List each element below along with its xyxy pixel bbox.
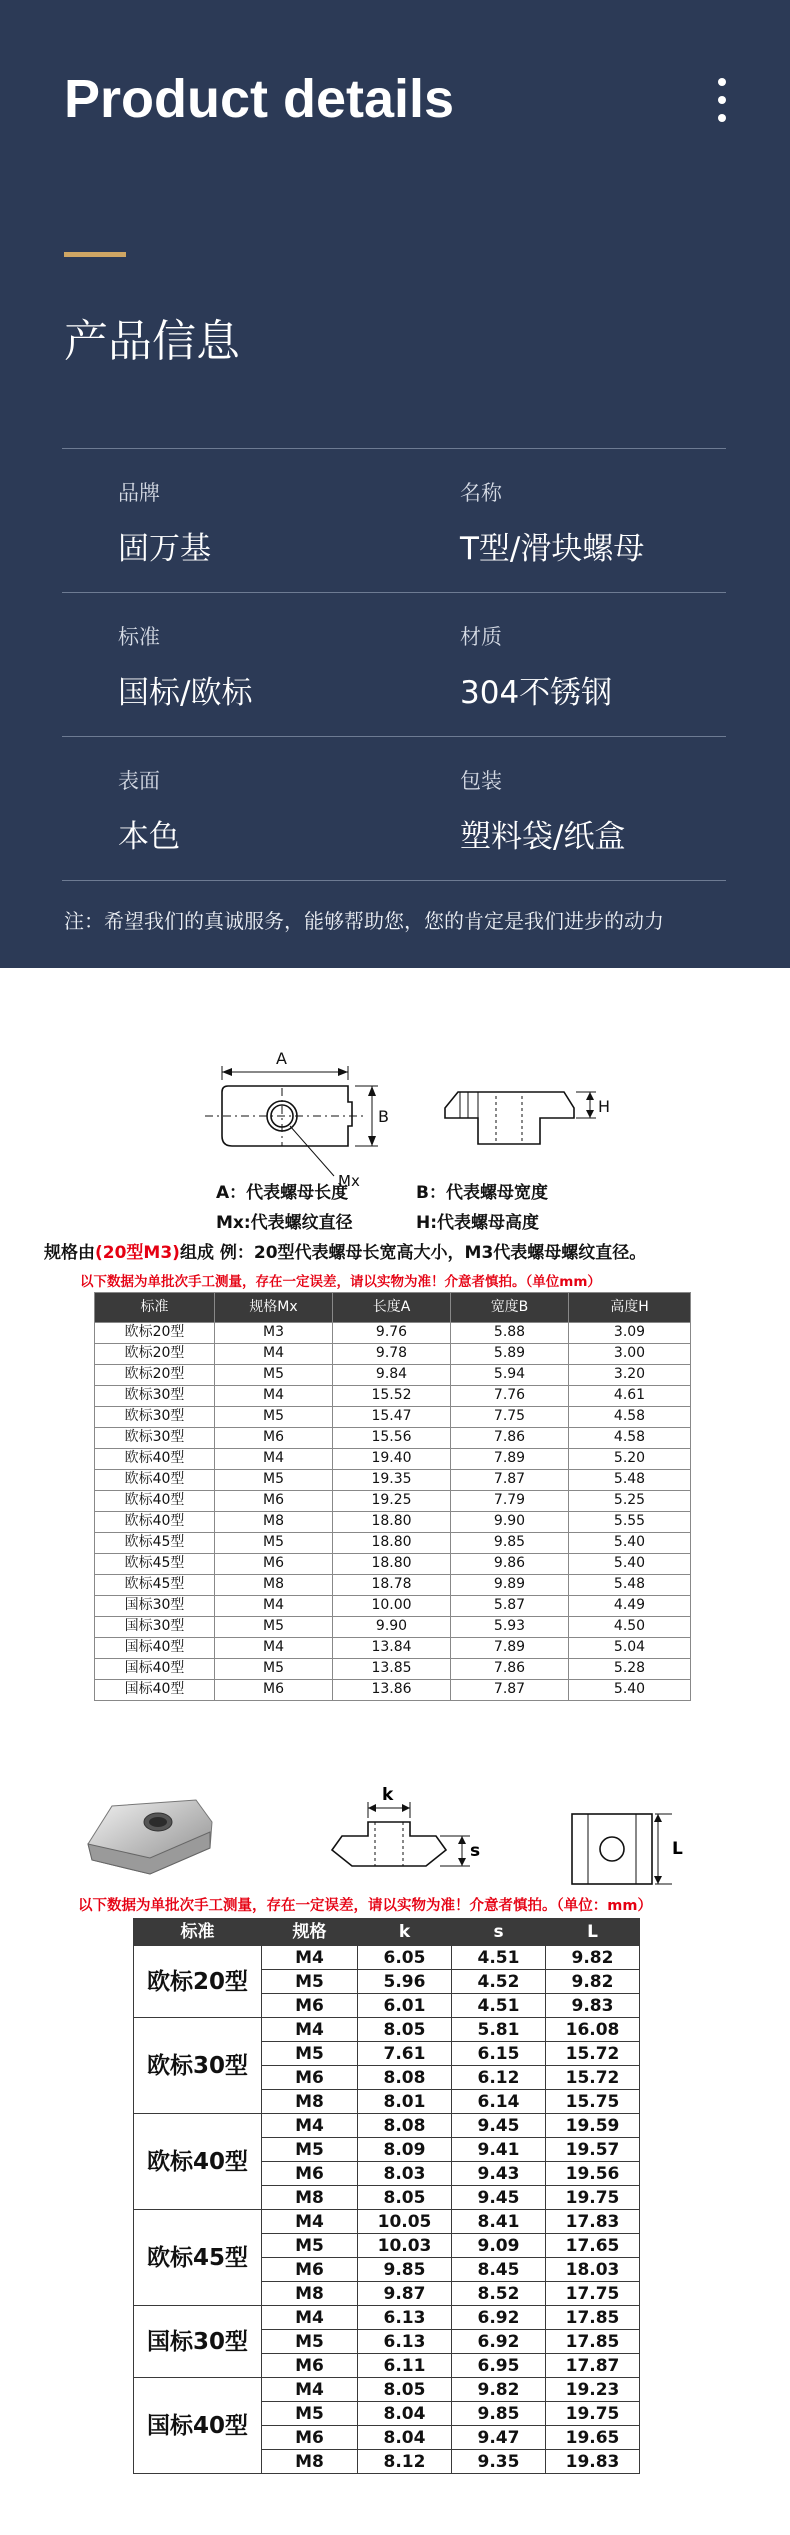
spec-list bbox=[62, 448, 726, 881]
dim-label-h: H bbox=[598, 1097, 611, 1116]
table-cell: 欧标30型 bbox=[95, 1386, 215, 1407]
table-cell: M6 bbox=[262, 1994, 358, 2018]
standard-cell: 欧标30型 bbox=[134, 2018, 262, 2114]
table-row bbox=[95, 1617, 691, 1638]
table-cell: M6 bbox=[262, 2426, 358, 2450]
table-cell: 5.40 bbox=[569, 1554, 691, 1575]
table-cell: 6.12 bbox=[452, 2066, 546, 2090]
table-cell: 19.75 bbox=[546, 2402, 640, 2426]
table-row bbox=[95, 1638, 691, 1659]
accent-divider bbox=[64, 252, 126, 257]
table-cell: 5.40 bbox=[569, 1533, 691, 1554]
table-cell: 6.14 bbox=[452, 2090, 546, 2114]
table-cell: 9.09 bbox=[452, 2234, 546, 2258]
spec-rule-suffix: 组成 例：20型代表螺母长宽高大小，M3代表螺母螺纹直径。 bbox=[179, 1243, 647, 1263]
table-cell: 欧标40型 bbox=[95, 1470, 215, 1491]
table-cell: 9.41 bbox=[452, 2138, 546, 2162]
dim-label-mx: Mx bbox=[338, 1172, 360, 1190]
table-cell: 18.80 bbox=[333, 1554, 451, 1575]
table-cell: 7.86 bbox=[451, 1428, 569, 1449]
table-row bbox=[95, 1449, 691, 1470]
spec-label: 表面 bbox=[118, 769, 160, 793]
table-cell: 4.61 bbox=[569, 1386, 691, 1407]
table-cell: M6 bbox=[215, 1491, 333, 1512]
table-cell: 17.87 bbox=[546, 2354, 640, 2378]
table-cell: 5.20 bbox=[569, 1449, 691, 1470]
table-cell: M5 bbox=[262, 2138, 358, 2162]
spec-rule-highlight: (20型M3) bbox=[95, 1243, 180, 1263]
table-cell: 7.87 bbox=[451, 1680, 569, 1701]
column-header: 标准 bbox=[134, 1919, 262, 1946]
standard-cell: 欧标20型 bbox=[134, 1946, 262, 2018]
dimension-section-1 bbox=[0, 968, 790, 1748]
column-header: 宽度B bbox=[451, 1293, 569, 1323]
table-cell: 国标40型 bbox=[95, 1659, 215, 1680]
table-cell: 19.40 bbox=[333, 1449, 451, 1470]
table-cell: 13.85 bbox=[333, 1659, 451, 1680]
table-row bbox=[95, 1407, 691, 1428]
table-cell: M4 bbox=[262, 2114, 358, 2138]
table-cell: 6.05 bbox=[358, 1946, 452, 1970]
table-cell: M6 bbox=[215, 1554, 333, 1575]
table-cell: 15.47 bbox=[333, 1407, 451, 1428]
nut-top-view-square bbox=[572, 1814, 672, 1884]
column-header: 长度A bbox=[333, 1293, 451, 1323]
table-cell: M5 bbox=[215, 1470, 333, 1491]
table-cell: 9.47 bbox=[452, 2426, 546, 2450]
table-cell: M4 bbox=[262, 2018, 358, 2042]
table-cell: 5.87 bbox=[451, 1596, 569, 1617]
table-cell: 6.13 bbox=[358, 2306, 452, 2330]
table-cell: 国标30型 bbox=[95, 1596, 215, 1617]
table-cell: M4 bbox=[215, 1596, 333, 1617]
table-cell: M8 bbox=[215, 1575, 333, 1596]
table-cell: 10.00 bbox=[333, 1596, 451, 1617]
table-row bbox=[95, 1680, 691, 1701]
table-cell: 15.72 bbox=[546, 2066, 640, 2090]
table-cell: 4.50 bbox=[569, 1617, 691, 1638]
table-cell: 15.75 bbox=[546, 2090, 640, 2114]
product-details-hero bbox=[0, 0, 790, 968]
table-cell: 18.78 bbox=[333, 1575, 451, 1596]
table-cell: 13.86 bbox=[333, 1680, 451, 1701]
table-cell: M5 bbox=[215, 1533, 333, 1554]
column-header: 规格Mx bbox=[215, 1293, 333, 1323]
standard-cell: 国标40型 bbox=[134, 2378, 262, 2474]
legend-width: B：代表螺母宽度 bbox=[416, 1183, 548, 1203]
disclaimer-2: 以下数据为单批次手工测量，存在一定误差，请以实物为准！介意者慎拍。（单位：mm） bbox=[78, 1898, 652, 1914]
table-cell: M5 bbox=[215, 1407, 333, 1428]
standard-cell: 国标30型 bbox=[134, 2306, 262, 2378]
table-cell: 6.11 bbox=[358, 2354, 452, 2378]
column-header: s bbox=[452, 1919, 546, 1946]
table-cell: 15.56 bbox=[333, 1428, 451, 1449]
table-row bbox=[134, 2306, 640, 2330]
table-cell: 13.84 bbox=[333, 1638, 451, 1659]
standard-cell: 欧标40型 bbox=[134, 2114, 262, 2210]
table-cell: 8.45 bbox=[452, 2258, 546, 2282]
table-cell: 5.04 bbox=[569, 1638, 691, 1659]
table-row bbox=[134, 2210, 640, 2234]
table-cell: 18.80 bbox=[333, 1512, 451, 1533]
table-cell: 4.51 bbox=[452, 1994, 546, 2018]
table-cell: 8.08 bbox=[358, 2066, 452, 2090]
table-cell: 8.05 bbox=[358, 2186, 452, 2210]
hero-note: 注：希望我们的真诚服务，能够帮助您，您的肯定是我们进步的动力 bbox=[64, 909, 664, 933]
dim-label-l: L bbox=[672, 1839, 683, 1859]
table-cell: 17.85 bbox=[546, 2306, 640, 2330]
table-cell: 欧标20型 bbox=[95, 1365, 215, 1386]
table-row bbox=[95, 1491, 691, 1512]
table-cell: 9.90 bbox=[333, 1617, 451, 1638]
table-cell: 9.35 bbox=[452, 2450, 546, 2474]
table-cell: 9.82 bbox=[452, 2378, 546, 2402]
table-cell: 8.12 bbox=[358, 2450, 452, 2474]
table-cell: 欧标30型 bbox=[95, 1428, 215, 1449]
hero-title-cn: 产品信息 bbox=[64, 316, 240, 367]
column-header: k bbox=[358, 1919, 452, 1946]
table-cell: 5.89 bbox=[451, 1344, 569, 1365]
more-vertical-icon[interactable] bbox=[708, 76, 736, 124]
spec-row bbox=[62, 736, 726, 880]
table-row bbox=[134, 2018, 640, 2042]
table-cell: M5 bbox=[215, 1659, 333, 1680]
table-cell: 国标40型 bbox=[95, 1680, 215, 1701]
table-cell: 5.48 bbox=[569, 1575, 691, 1596]
table-row bbox=[95, 1428, 691, 1449]
column-header: 规格 bbox=[262, 1919, 358, 1946]
table-cell: 19.83 bbox=[546, 2450, 640, 2474]
table-cell: M4 bbox=[215, 1386, 333, 1407]
table-cell: 18.80 bbox=[333, 1533, 451, 1554]
table-cell: M5 bbox=[262, 2402, 358, 2426]
table-cell: M6 bbox=[262, 2354, 358, 2378]
spec-row bbox=[62, 592, 726, 736]
table-cell: 9.82 bbox=[546, 1970, 640, 1994]
table-cell: 欧标45型 bbox=[95, 1554, 215, 1575]
table-cell: 17.65 bbox=[546, 2234, 640, 2258]
dimension-section-2 bbox=[0, 1748, 790, 2535]
table-cell: 9.76 bbox=[333, 1323, 451, 1344]
table-cell: 9.86 bbox=[451, 1554, 569, 1575]
table-cell: 5.55 bbox=[569, 1512, 691, 1533]
table-cell: 9.84 bbox=[333, 1365, 451, 1386]
table-row bbox=[95, 1575, 691, 1596]
table-cell: 7.87 bbox=[451, 1470, 569, 1491]
table-cell: 19.35 bbox=[333, 1470, 451, 1491]
table-cell: 3.09 bbox=[569, 1323, 691, 1344]
nut-side-view bbox=[445, 1092, 574, 1144]
spec-value: 304不锈钢 bbox=[460, 675, 613, 711]
hero-title: Product details bbox=[64, 69, 455, 129]
table-cell: 7.86 bbox=[451, 1659, 569, 1680]
table-row bbox=[95, 1596, 691, 1617]
table-cell: 欧标40型 bbox=[95, 1449, 215, 1470]
disclaimer-1: 以下数据为单批次手工测量，存在一定误差，请以实物为准！介意者慎拍。（单位mm） bbox=[80, 1274, 601, 1290]
table-cell: M4 bbox=[262, 1946, 358, 1970]
table-cell: M8 bbox=[215, 1512, 333, 1533]
slide-nut-drawing bbox=[0, 1748, 790, 1898]
table-cell: M5 bbox=[262, 1970, 358, 1994]
table-cell: 9.87 bbox=[358, 2282, 452, 2306]
table-cell: 8.05 bbox=[358, 2378, 452, 2402]
t-nut-dimension-drawing bbox=[0, 1018, 790, 1238]
table-cell: 欧标40型 bbox=[95, 1491, 215, 1512]
table-row bbox=[134, 2114, 640, 2138]
table-cell: 7.89 bbox=[451, 1449, 569, 1470]
legend-height: H:代表螺母高度 bbox=[416, 1213, 540, 1233]
table-cell: M6 bbox=[262, 2162, 358, 2186]
nut-front-view bbox=[332, 1802, 470, 1866]
table-cell: 8.01 bbox=[358, 2090, 452, 2114]
legend-thread: Mx:代表螺纹直径 bbox=[216, 1213, 353, 1233]
dim-label-b: B bbox=[378, 1107, 389, 1126]
table-cell: 国标40型 bbox=[95, 1638, 215, 1659]
dim-label-s: s bbox=[470, 1841, 481, 1861]
table-cell: 4.51 bbox=[452, 1946, 546, 1970]
table-cell: 5.48 bbox=[569, 1470, 691, 1491]
table-cell: 8.04 bbox=[358, 2426, 452, 2450]
table-cell: 8.08 bbox=[358, 2114, 452, 2138]
table-cell: M5 bbox=[215, 1617, 333, 1638]
table-cell: 5.96 bbox=[358, 1970, 452, 1994]
column-header: 高度H bbox=[569, 1293, 691, 1323]
table-row bbox=[95, 1470, 691, 1491]
table-row bbox=[95, 1554, 691, 1575]
table-cell: 欧标20型 bbox=[95, 1344, 215, 1365]
table-row bbox=[95, 1533, 691, 1554]
table-cell: 5.81 bbox=[452, 2018, 546, 2042]
table-cell: 6.95 bbox=[452, 2354, 546, 2378]
table-cell: 4.58 bbox=[569, 1428, 691, 1449]
table-cell: 欧标20型 bbox=[95, 1323, 215, 1344]
table-cell: M4 bbox=[215, 1638, 333, 1659]
table-cell: 8.03 bbox=[358, 2162, 452, 2186]
table-cell: M4 bbox=[262, 2306, 358, 2330]
table-cell: 7.89 bbox=[451, 1638, 569, 1659]
table-cell: 6.92 bbox=[452, 2306, 546, 2330]
table-cell: 8.52 bbox=[452, 2282, 546, 2306]
spec-label: 名称 bbox=[460, 481, 502, 505]
table-cell: 7.61 bbox=[358, 2042, 452, 2066]
table-cell: 9.82 bbox=[546, 1946, 640, 1970]
spec-label: 标准 bbox=[118, 625, 160, 649]
table-cell: M4 bbox=[215, 1449, 333, 1470]
table-cell: 8.05 bbox=[358, 2018, 452, 2042]
table-cell: 3.00 bbox=[569, 1344, 691, 1365]
table-cell: 17.83 bbox=[546, 2210, 640, 2234]
table-cell: 9.85 bbox=[452, 2402, 546, 2426]
table-row bbox=[95, 1323, 691, 1344]
table-cell: 19.23 bbox=[546, 2378, 640, 2402]
table-cell: 16.08 bbox=[546, 2018, 640, 2042]
spec-value: 塑料袋/纸盒 bbox=[460, 819, 626, 855]
spec-label: 品牌 bbox=[118, 481, 160, 505]
table-cell: 7.79 bbox=[451, 1491, 569, 1512]
table-cell: M5 bbox=[262, 2234, 358, 2258]
standard-cell: 欧标45型 bbox=[134, 2210, 262, 2306]
table-cell: M8 bbox=[262, 2186, 358, 2210]
table-header-row bbox=[95, 1293, 691, 1323]
spec-value: T型/滑块螺母 bbox=[460, 531, 645, 567]
table-cell: 19.57 bbox=[546, 2138, 640, 2162]
table-cell: 15.72 bbox=[546, 2042, 640, 2066]
table-cell: M6 bbox=[262, 2258, 358, 2282]
table-cell: 9.90 bbox=[451, 1512, 569, 1533]
table-cell: 欧标40型 bbox=[95, 1512, 215, 1533]
table-cell: 9.45 bbox=[452, 2186, 546, 2210]
table-cell: 国标30型 bbox=[95, 1617, 215, 1638]
table-cell: 19.75 bbox=[546, 2186, 640, 2210]
table-cell: 7.76 bbox=[451, 1386, 569, 1407]
table-cell: M6 bbox=[215, 1428, 333, 1449]
table-cell: 8.04 bbox=[358, 2402, 452, 2426]
table-cell: 19.56 bbox=[546, 2162, 640, 2186]
table-row bbox=[134, 1946, 640, 1970]
table-cell: M4 bbox=[262, 2210, 358, 2234]
table-cell: 5.93 bbox=[451, 1617, 569, 1638]
table-row bbox=[95, 1512, 691, 1533]
column-header: L bbox=[546, 1919, 640, 1946]
table-cell: M5 bbox=[262, 2042, 358, 2066]
table-cell: 19.59 bbox=[546, 2114, 640, 2138]
table-cell: M6 bbox=[262, 2066, 358, 2090]
table-cell: M3 bbox=[215, 1323, 333, 1344]
table-cell: 9.43 bbox=[452, 2162, 546, 2186]
table-cell: 10.03 bbox=[358, 2234, 452, 2258]
table-cell: 8.09 bbox=[358, 2138, 452, 2162]
table-cell: 5.28 bbox=[569, 1659, 691, 1680]
table-cell: M5 bbox=[215, 1365, 333, 1386]
table-cell: 9.85 bbox=[358, 2258, 452, 2282]
table-cell: 4.58 bbox=[569, 1407, 691, 1428]
table-cell: 9.45 bbox=[452, 2114, 546, 2138]
table-cell: 5.88 bbox=[451, 1323, 569, 1344]
table-cell: M8 bbox=[262, 2450, 358, 2474]
table-cell: 欧标45型 bbox=[95, 1533, 215, 1554]
spec-value: 固万基 bbox=[118, 531, 211, 567]
table-cell: 5.25 bbox=[569, 1491, 691, 1512]
table-cell: 4.49 bbox=[569, 1596, 691, 1617]
table-cell: 5.94 bbox=[451, 1365, 569, 1386]
spec-divider bbox=[62, 880, 726, 881]
table-cell: M8 bbox=[262, 2090, 358, 2114]
spec-row bbox=[62, 448, 726, 592]
table-cell: 欧标45型 bbox=[95, 1575, 215, 1596]
table-cell: 4.52 bbox=[452, 1970, 546, 1994]
table-cell: 9.85 bbox=[451, 1533, 569, 1554]
table-cell: 5.40 bbox=[569, 1680, 691, 1701]
table-cell: 17.85 bbox=[546, 2330, 640, 2354]
table-cell: M5 bbox=[262, 2330, 358, 2354]
table-cell: 6.92 bbox=[452, 2330, 546, 2354]
table-cell: 6.13 bbox=[358, 2330, 452, 2354]
table-row bbox=[95, 1659, 691, 1680]
table-cell: 6.01 bbox=[358, 1994, 452, 2018]
table-cell: 3.20 bbox=[569, 1365, 691, 1386]
dimension-table-2 bbox=[133, 1918, 640, 2474]
spec-value: 国标/欧标 bbox=[118, 675, 253, 711]
legend-length: A：代表螺母长度 bbox=[216, 1183, 349, 1203]
table-cell: 19.65 bbox=[546, 2426, 640, 2450]
table-cell: 10.05 bbox=[358, 2210, 452, 2234]
table-row bbox=[134, 2378, 640, 2402]
table-header-row bbox=[134, 1919, 640, 1946]
table-cell: M8 bbox=[262, 2282, 358, 2306]
table-cell: M6 bbox=[215, 1680, 333, 1701]
spec-label: 包装 bbox=[460, 769, 502, 793]
dim-label-a: A bbox=[276, 1049, 287, 1068]
table-cell: 15.52 bbox=[333, 1386, 451, 1407]
table-row bbox=[95, 1344, 691, 1365]
dim-label-k: k bbox=[382, 1785, 394, 1805]
column-header: 标准 bbox=[95, 1293, 215, 1323]
table-cell: 19.25 bbox=[333, 1491, 451, 1512]
table-cell: 欧标30型 bbox=[95, 1407, 215, 1428]
table-cell: 18.03 bbox=[546, 2258, 640, 2282]
table-cell: M4 bbox=[262, 2378, 358, 2402]
spec-rule bbox=[44, 1238, 646, 1263]
table-cell: 6.15 bbox=[452, 2042, 546, 2066]
table-cell: 8.41 bbox=[452, 2210, 546, 2234]
table-cell: M4 bbox=[215, 1344, 333, 1365]
table-cell: 9.83 bbox=[546, 1994, 640, 2018]
spec-value: 本色 bbox=[118, 819, 180, 855]
nut-3d-illustration bbox=[88, 1800, 212, 1874]
table-row bbox=[95, 1386, 691, 1407]
table-cell: 9.78 bbox=[333, 1344, 451, 1365]
table-cell: 9.89 bbox=[451, 1575, 569, 1596]
table-row bbox=[95, 1365, 691, 1386]
table-cell: 7.75 bbox=[451, 1407, 569, 1428]
table-cell: 17.75 bbox=[546, 2282, 640, 2306]
spec-label: 材质 bbox=[460, 625, 502, 649]
dimension-table-1 bbox=[94, 1292, 691, 1701]
spec-rule-prefix: 规格由 bbox=[44, 1243, 95, 1263]
